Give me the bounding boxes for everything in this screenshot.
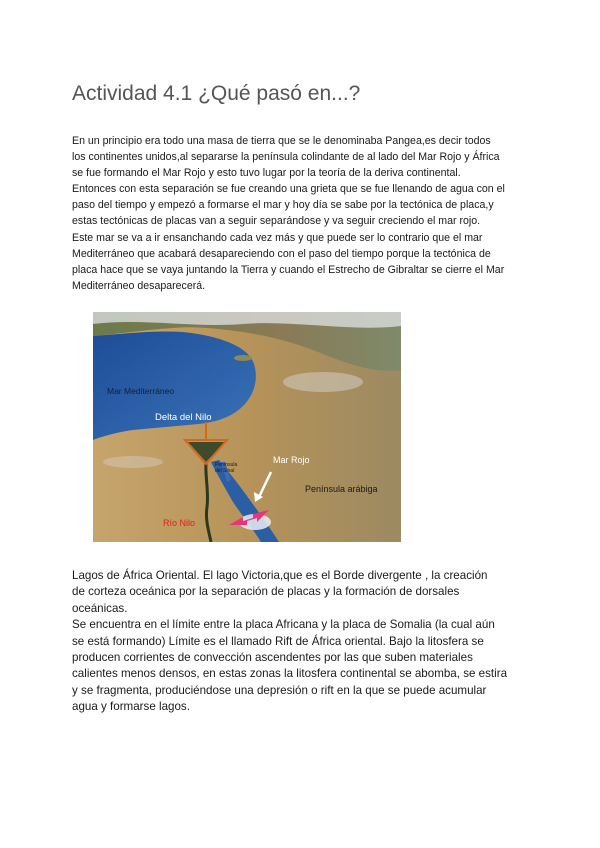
text-line: Se encuentra en el límite entre la placa Africana y la placa de Somalia (la cual aún <box>72 618 495 632</box>
text-line: En un principio era todo una masa de tierra que se le denominaba Pangea,es decir todos <box>72 135 491 147</box>
text-line: se fue formando el Mar Rojo y esto tuvo lugar por la teoría de la deriva continental. <box>72 167 461 180</box>
text-line: los continentes unidos,al separarse la península colindante de al lado del Mar Rojo y África <box>72 151 500 164</box>
label-mediterranean: Mar Mediterráneo <box>107 386 175 396</box>
text-line: paso del tiempo y empezó a formarse el mar y hoy día se sabe por la tectónica de placa,y <box>72 199 494 212</box>
text-line: Lagos de África Oriental. El lago Victoria,que es el Borde divergente , la creación <box>72 569 488 582</box>
label-nile-river: Río Nilo <box>163 518 196 528</box>
text-line: oceánicas. <box>72 601 128 615</box>
paragraph-east-africa <box>72 568 534 716</box>
label-arabian-peninsula: Península arábiga <box>305 484 378 494</box>
text-line: agua y formarse lagos. <box>72 700 190 714</box>
paragraph-red-sea <box>72 133 532 294</box>
text-line: producen corrientes de convección ascendentes por las que suben materiales <box>72 651 473 665</box>
text-line: Entonces con esta separación se fue creando una grieta que se fue llenando de agua con el <box>72 183 505 196</box>
map-graphic <box>93 312 401 542</box>
page-title: Actividad 4.1 ¿Qué pasó en...? <box>72 82 361 105</box>
text-line: Mediterráneo desaparecerá. <box>72 279 206 292</box>
text-line: y se fragmenta, produciéndose una depresión o rift en la que se puede acumular <box>72 683 487 697</box>
text-line: calientes menos densos, en estas zonas la litosfera continental se abomba, se estira <box>72 667 508 681</box>
label-nile-delta: Delta del Nilo <box>155 412 212 423</box>
label-sinai: Península del Sinaí <box>215 462 238 474</box>
label-red-sea: Mar Rojo <box>273 455 310 465</box>
text-line: se está formando) Límite es el llamado Rift de África oriental. Bajo la litosfera se <box>72 634 484 648</box>
satellite-map-red-sea <box>93 312 401 542</box>
text-line: placa hace que se vaya juntando la Tierra y cuando el Estrecho de Gibraltar se cierre el Mar <box>72 263 505 276</box>
text-line: Este mar se va a ir ensanchando cada vez más y que puede ser lo contrario que el mar <box>72 231 483 244</box>
text-line: de corteza oceánica por la separación de placas y la formación de dorsales <box>72 585 460 599</box>
text-line: Mediterráneo que acabará desapareciendo con el paso del tiempo porque la tectónica de <box>72 247 491 260</box>
text-line: estas tectónicas de placas van a seguir separándose y va seguir creciendo el mar rojo. <box>72 215 481 228</box>
